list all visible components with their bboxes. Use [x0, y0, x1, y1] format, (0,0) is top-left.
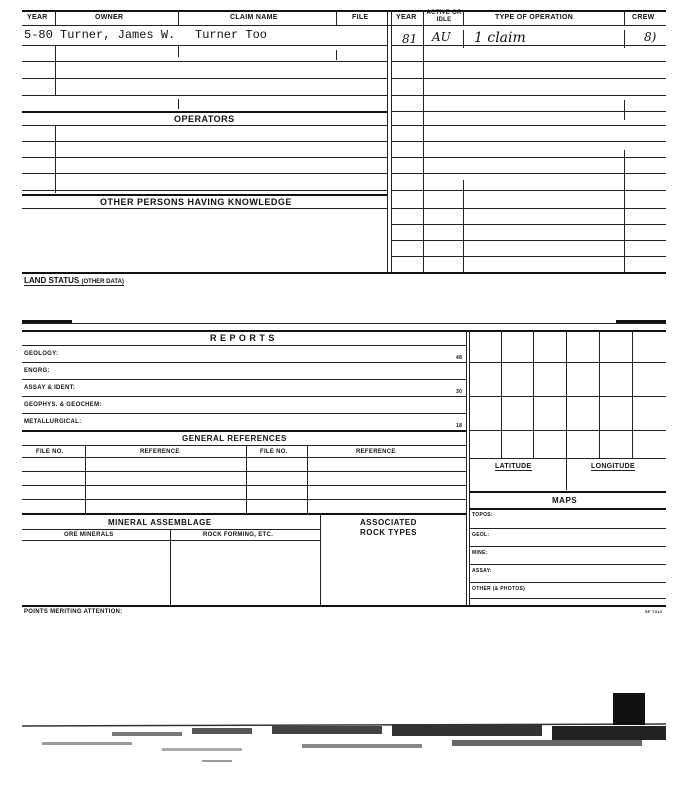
crew-entry: 8) — [644, 30, 657, 44]
report-engrg-label: ENGRG: — [24, 368, 50, 374]
maps-mine: MINE: — [472, 550, 488, 556]
scan-black-block — [613, 693, 645, 725]
year-header: YEAR — [27, 14, 48, 21]
report-geology-num: 48 — [456, 355, 463, 361]
form-code: SF 7312 — [645, 609, 663, 614]
report-geophys-label: GEOPHYS. & GEOCHEM: — [24, 402, 102, 408]
latitude-label: LATITUDE — [495, 463, 532, 470]
general-references-title: GENERAL REFERENCES — [182, 434, 287, 443]
type-entry: 1 claim — [474, 30, 526, 46]
type-of-operation-header: TYPE OF OPERATION — [495, 14, 574, 21]
reference-header-2: REFERENCE — [356, 449, 396, 455]
longitude-label: LONGITUDE — [591, 463, 635, 470]
mineral-assemblage-title: MINERAL ASSEMBLAGE — [108, 518, 212, 527]
points-meriting-attention: POINTS MERITING ATTENTION: — [24, 609, 123, 615]
maps-other: OTHER (& PHOTOS) — [472, 586, 526, 592]
report-assay-num: 30 — [456, 389, 463, 395]
file-header: FILE — [352, 14, 369, 21]
rock-forming-header: ROCK FORMING, ETC. — [203, 532, 274, 538]
report-metallurgical-label: METALLURGICAL: — [24, 419, 82, 425]
owner-header: OWNER — [95, 14, 124, 21]
crew-header: CREW — [632, 14, 655, 21]
maps-geol: GEOL: — [472, 532, 490, 538]
scan-noise-band — [22, 718, 666, 764]
report-assay-label: ASSAY & IDENT: — [24, 385, 76, 391]
report-geology-label: GEOLOGY: — [24, 351, 59, 357]
active-entry: AU — [432, 30, 451, 44]
land-status-label: LAND STATUS (OTHER DATA) — [24, 276, 124, 285]
claim-name-header: CLAIM NAME — [230, 14, 278, 21]
claim-name-entry: Turner Too — [195, 28, 268, 42]
reference-header-1: REFERENCE — [140, 449, 180, 455]
report-metallurgical-num: 18 — [456, 423, 463, 429]
associated-rock-types-line2: ROCK TYPES — [360, 528, 418, 537]
maps-title: MAPS — [552, 496, 578, 505]
operators-title: OPERATORS — [174, 114, 235, 124]
file-no-header-1: FILE NO. — [36, 449, 64, 455]
owner-entry: 5-80 Turner, James W. — [24, 28, 176, 42]
file-no-header-2: FILE NO. — [260, 449, 288, 455]
ore-minerals-header: ORE MINERALS — [64, 532, 114, 538]
associated-rock-types-line1: ASSOCIATED — [360, 518, 417, 527]
reports-title: R E P O R T S — [210, 333, 275, 343]
active-idle-header: ACTIVE OR IDLE — [426, 10, 462, 23]
year2-header: YEAR — [396, 14, 417, 21]
year-entry: 81 — [402, 32, 418, 46]
maps-assay: ASSAY: — [472, 568, 492, 574]
maps-topos: TOPOS: — [472, 512, 493, 518]
scan-noise-graphic — [22, 718, 666, 764]
knowledge-title: OTHER PERSONS HAVING KNOWLEDGE — [100, 197, 292, 207]
